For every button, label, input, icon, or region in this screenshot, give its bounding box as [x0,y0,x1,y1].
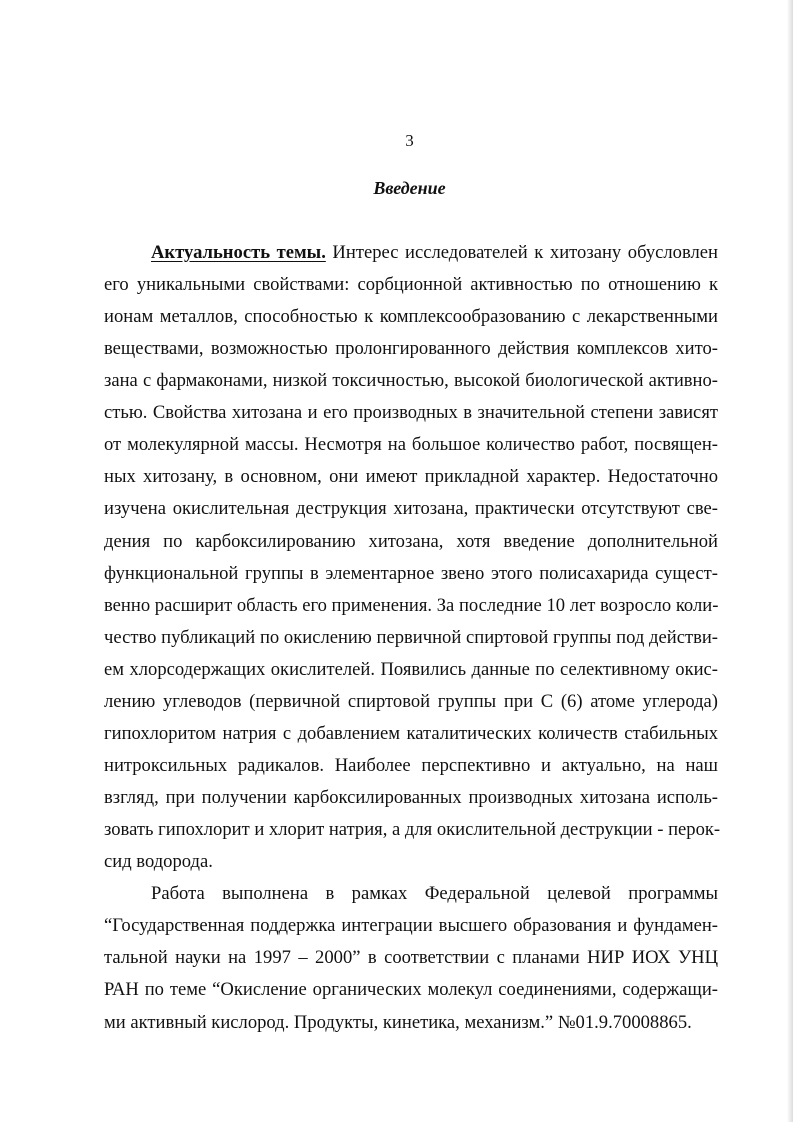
paragraph-line: зовать гипохлорит и хлорит натрия, а для окислительной деструкции - перок- [104,819,721,840]
paragraph-line: взгляд, при получении карбоксилированных производных хитозана исполь- [104,787,718,808]
paragraph-line: изучена окислительная деструкция хитозана, практически отсутствуют све- [104,498,718,519]
paragraph-line: гипохлоритом натрия с добавлением каталитических количеств стабильных [104,723,718,744]
paragraph-line: функциональной группы в элементарное звено этого полисахарида сущест- [104,563,718,584]
paragraph-line: чество публикаций по окислению первичной спиртовой группы под действи- [104,627,718,648]
paragraph-line: дения по карбоксилированию хитозана, хотя введение дополнительной [104,531,718,552]
paragraph-line: лению углеводов (первичной спиртовой группы при С (6) атоме углерода) [104,691,718,712]
paragraph-line: ионам металлов, способностью к комплексообразованию с лекарственными [104,306,718,327]
paragraph-line: зана с фармаконами, низкой токсичностью, высокой биологической активно- [104,370,718,391]
section-heading: Введение [373,178,446,198]
relevance-line-1-text: Интерес исследователей к хитозану обусловлен [325,242,718,263]
paragraph-line: “Государственная поддержка интеграции высшего образования и фундамен- [104,915,718,936]
paragraph-line: венно расширит область его применения. За последние 10 лет возросло коли- [104,595,719,616]
paragraph-line: его уникальными свойствами: сорбционной активностью по отношению к [104,274,718,295]
paragraph-line: от молекулярной массы. Несмотря на большое количество работ, посвящен- [104,434,718,455]
paragraph-line: сид водорода. [104,851,213,872]
scan-edge-shadow [787,0,793,1122]
page-number: 3 [405,131,414,150]
paragraph-line: ных хитозану, в основном, они имеют прикладной характер. Недостаточно [104,466,718,487]
paragraph-line: веществами, возможностью пролонгированного действия комплексов хито- [104,338,718,359]
paragraph-line: тальной науки на 1997 – 2000” в соответствии с планами НИР ИОХ УНЦ [104,947,718,968]
paragraph-line: ми активный кислород. Продукты, кинетика, механизм.” №01.9.70008865. [104,1012,692,1033]
paragraph-line: ем хлорсодержащих окислителей. Появились данные по селективному окис- [104,659,718,680]
relevance-label: Актуальность темы. [151,242,326,263]
paragraph-line: стью. Свойства хитозана и его производных в значительной степени зависят [104,402,718,423]
paragraph-line: нитроксильных радикалов. Наиболее перспективно и актуально, на наш [104,755,718,776]
paragraph-line: Работа выполнена в рамках Федеральной целевой программы [151,883,718,904]
paragraph-line [151,240,718,266]
paragraph-line: РАН по теме “Окисление органических молекул соединениями, содержащи- [104,979,718,1000]
